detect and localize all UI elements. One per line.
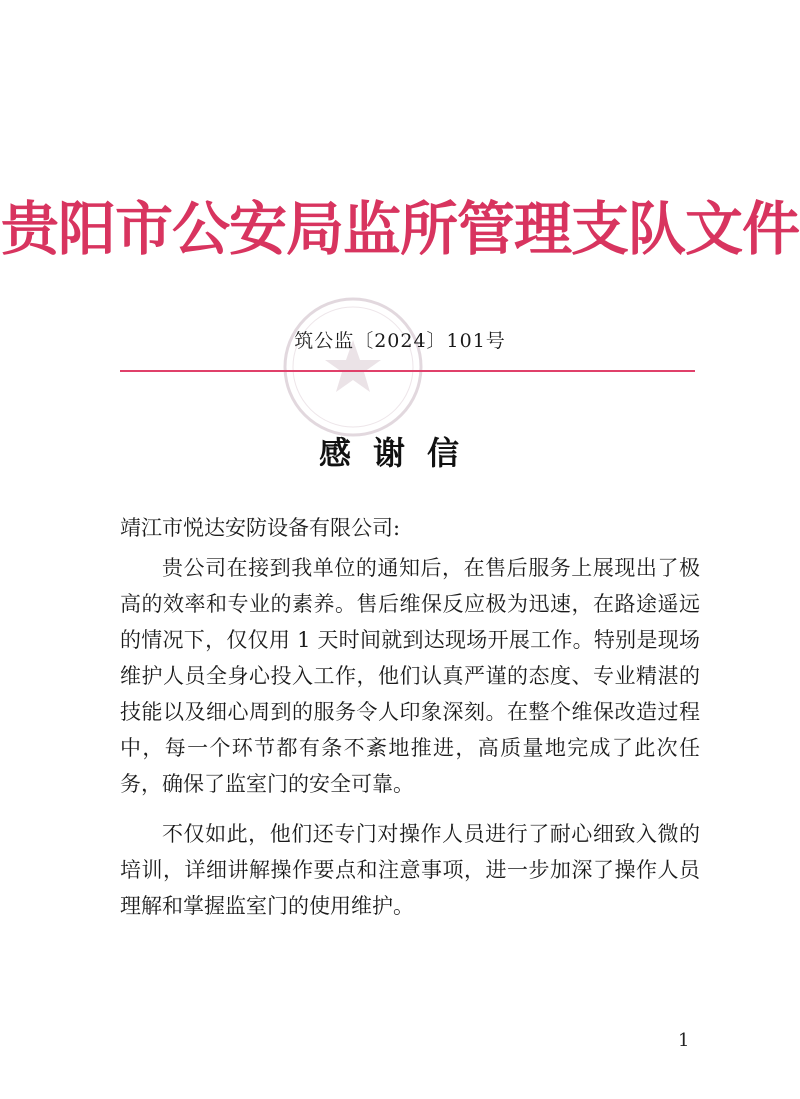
document-number: 筑公监〔2024〕101号	[294, 330, 506, 352]
letter-paragraph: 贵公司在接到我单位的通知后，在售后服务上展现出了极高的效率和专业的素养。售后维保反应极为迅速，在路途遥远的情况下，仅仅用 1 天时间就到达现场开展工作。特别是现场维护人员全身心投入工作，他们认真严谨的态度、专业精湛的技能以及细心周到的服务令人印象深刻。在整个维保改造过程中，每一个环节都有条不紊地推进，高质量地完成了此次任务，确保了监室门的安全可靠。	[120, 556, 700, 796]
letter-body	[120, 510, 700, 938]
official-seal-icon	[278, 292, 428, 442]
page-number: 1	[678, 1030, 690, 1051]
header-divider	[120, 370, 695, 372]
letter-paragraph: 不仅如此，他们还专门对操作人员进行了耐心细致入微的培训，详细讲解操作要点和注意事项，进一步加深了操作人员理解和掌握监室门的使用维护。	[120, 822, 700, 918]
letter-salutation: 靖江市悦达安防设备有限公司:	[120, 516, 401, 540]
document-header-title: 贵阳市公安局监所管理支队文件	[0, 195, 799, 263]
letter-title: 感谢信	[318, 434, 481, 472]
